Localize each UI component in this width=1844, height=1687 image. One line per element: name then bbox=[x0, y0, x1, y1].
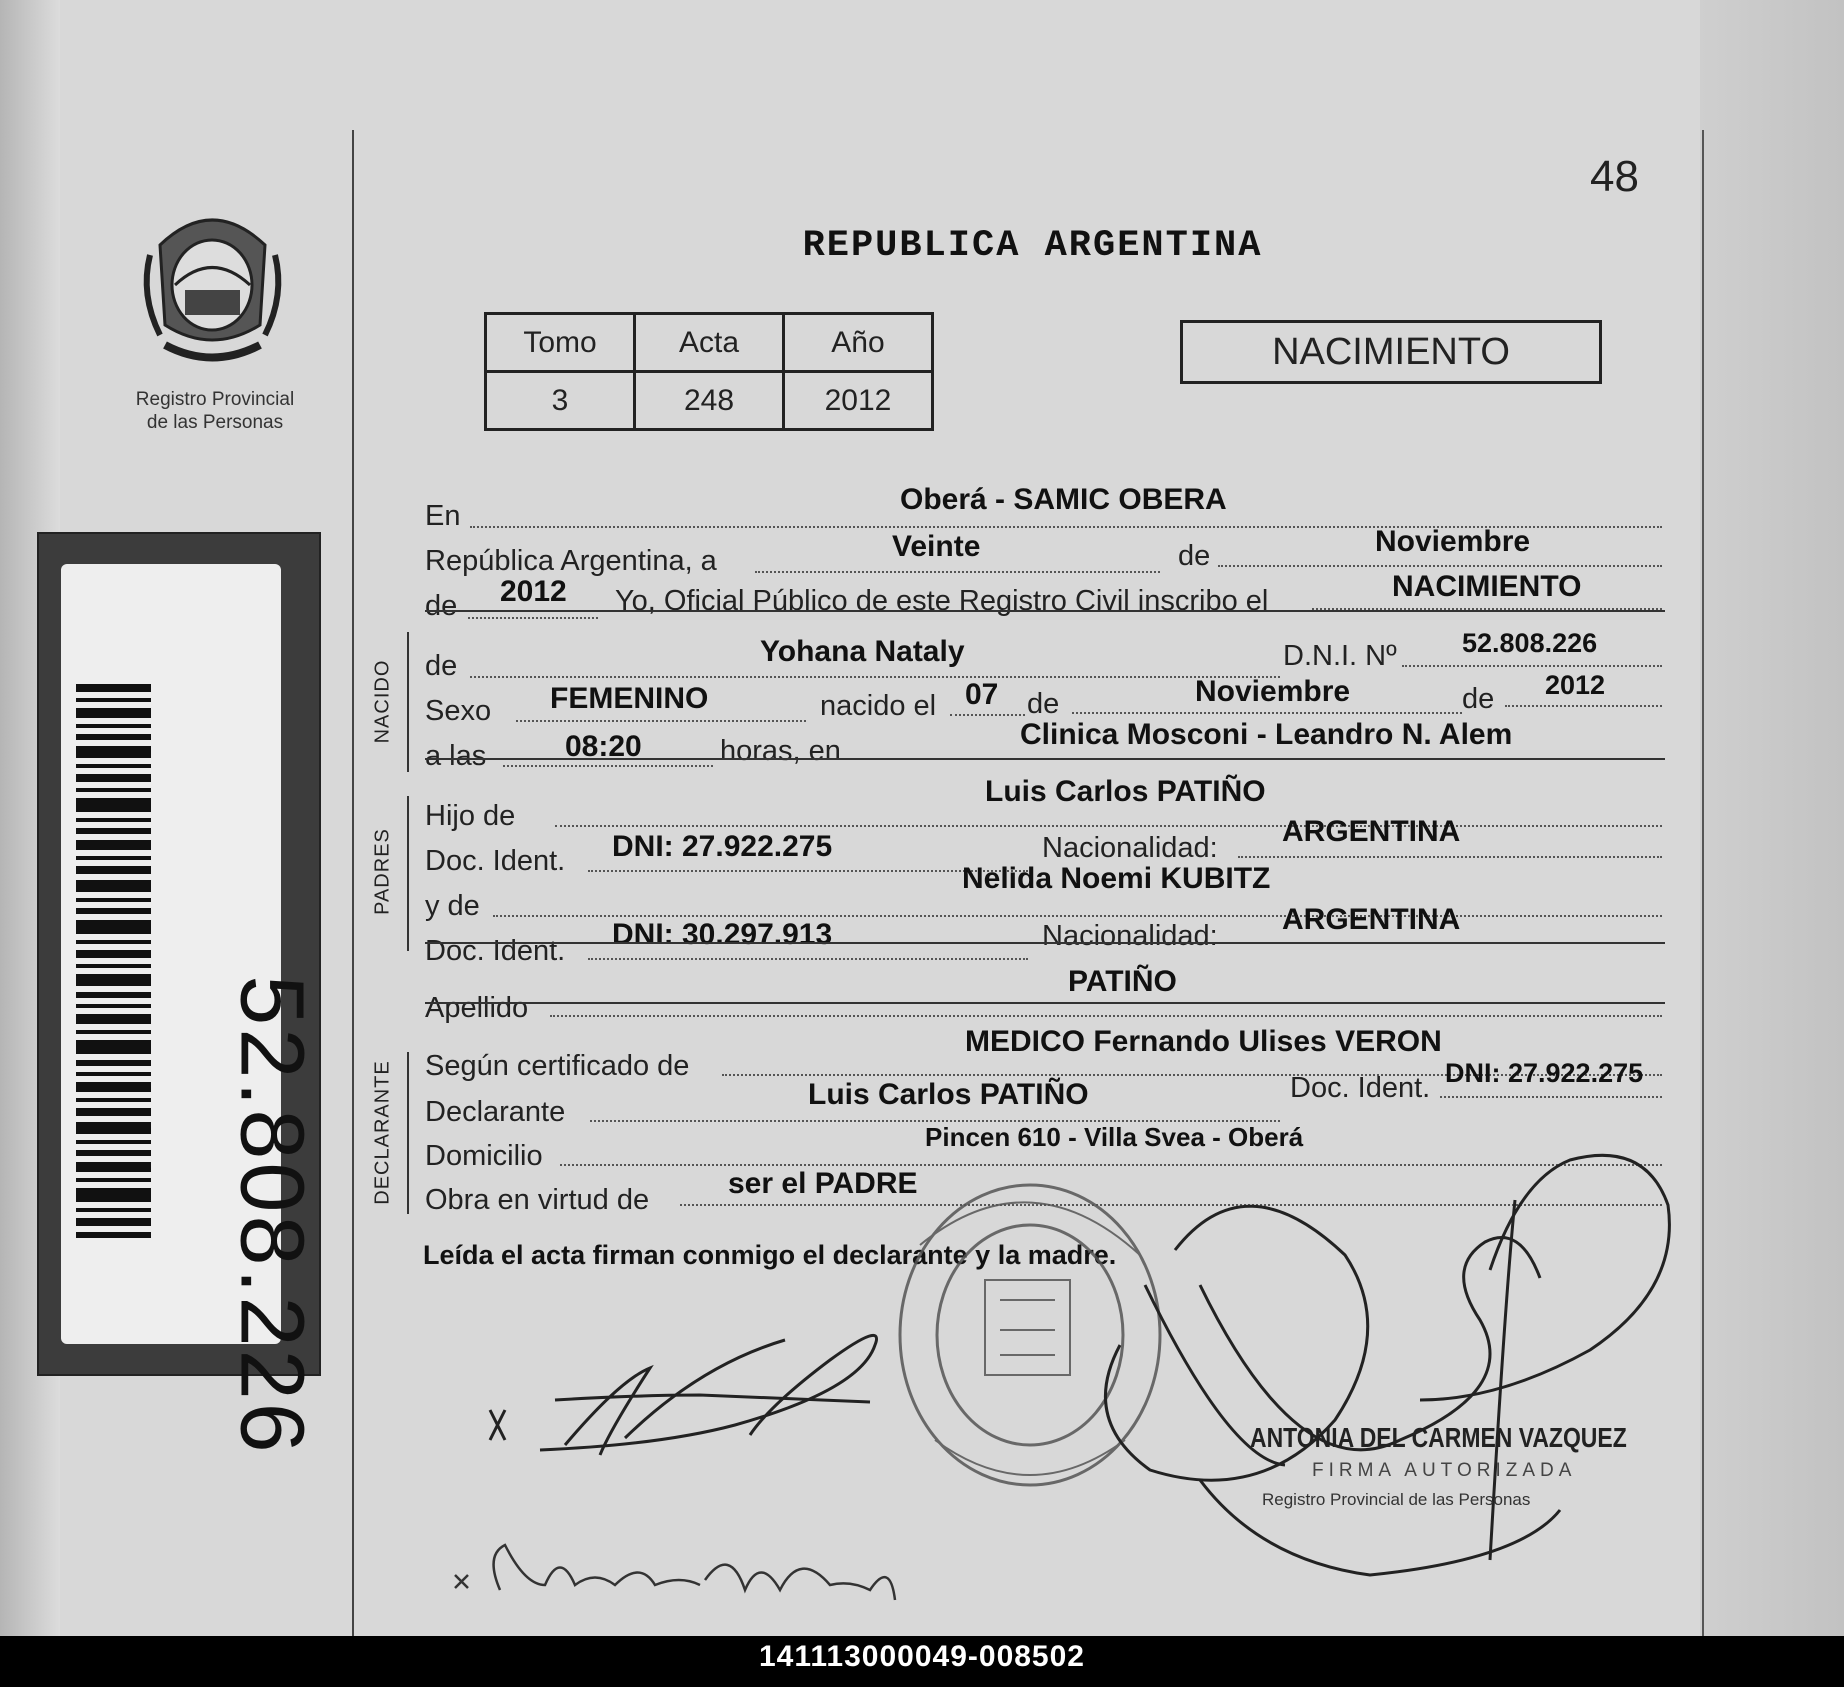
nacido-el-label: nacido el bbox=[820, 690, 937, 722]
de-label: de bbox=[1178, 540, 1211, 572]
province-seal-icon bbox=[140, 205, 285, 365]
nacionalidad-label: Nacionalidad: bbox=[1042, 920, 1218, 952]
domicilio-label: Domicilio bbox=[425, 1140, 543, 1172]
barcode-bars bbox=[76, 684, 151, 1244]
sexo-label: Sexo bbox=[425, 695, 492, 727]
horas-label: horas, en bbox=[720, 735, 841, 767]
birth-day-value: 07 bbox=[965, 678, 999, 711]
authority-role: FIRMA AUTORIZADA bbox=[1312, 1460, 1577, 1481]
header-ano: Año bbox=[784, 314, 933, 372]
nacionalidad-label: Nacionalidad: bbox=[1042, 832, 1218, 864]
closing-statement: Leída el acta firman conmigo el declarante y la madre. bbox=[423, 1240, 1117, 1270]
y-de-label: y de bbox=[425, 890, 480, 922]
section-bracket bbox=[407, 1052, 409, 1214]
value-ano: 2012 bbox=[784, 372, 933, 430]
address-value: Pincen 610 - Villa Svea - Oberá bbox=[925, 1122, 1304, 1152]
mother-name-value: Nelida Noemi KUBITZ bbox=[962, 862, 1271, 895]
authority-registry: Registro Provincial de las Personas bbox=[1262, 1490, 1531, 1509]
header-acta: Acta bbox=[635, 314, 784, 372]
declarant-doc-value: DNI: 27.922.275 bbox=[1445, 1058, 1644, 1088]
father-name-value: Luis Carlos PATIÑO bbox=[985, 775, 1266, 808]
registration-table bbox=[484, 312, 934, 431]
section-divider bbox=[425, 942, 1665, 944]
dotted-line bbox=[470, 676, 1280, 678]
section-bracket bbox=[407, 796, 409, 951]
surname-value: PATIÑO bbox=[1068, 965, 1177, 998]
authority-name: ANTONIA DEL CARMEN VAZQUEZ bbox=[1250, 1422, 1627, 1453]
inscribo-label: Yo, Oficial Público de este Registro Civil inscribo el bbox=[615, 585, 1269, 617]
mother-doc-value: DNI: 30.297.913 bbox=[612, 918, 833, 951]
section-divider bbox=[425, 610, 1665, 612]
mother-nationality-value: ARGENTINA bbox=[1282, 903, 1461, 936]
time-value: 08:20 bbox=[565, 730, 642, 763]
section-bracket bbox=[407, 632, 409, 772]
dotted-line bbox=[950, 714, 1025, 716]
act-type-value: NACIMIENTO bbox=[1392, 570, 1582, 603]
dotted-line bbox=[680, 1204, 1662, 1206]
declarante-label: Declarante bbox=[425, 1096, 566, 1128]
dotted-line bbox=[560, 1164, 1662, 1166]
place-value: Oberá - SAMIC OBERA bbox=[900, 483, 1227, 516]
de-label: de bbox=[1027, 688, 1060, 720]
doc-ident-label: Doc. Ident. bbox=[1290, 1072, 1431, 1104]
section-divider bbox=[425, 758, 1665, 760]
footer-code: 141113000049-008502 bbox=[758, 1640, 1085, 1673]
document-title: REPUBLICA ARGENTINA bbox=[802, 225, 1263, 267]
child-name-value: Yohana Nataly bbox=[760, 635, 965, 668]
dotted-line bbox=[468, 617, 598, 619]
value-tomo: 3 bbox=[486, 372, 635, 430]
father-nationality-value: ARGENTINA bbox=[1282, 815, 1461, 848]
barcode-sticker: 52.808.226 bbox=[61, 564, 281, 1344]
apellido-label: Apellido bbox=[425, 992, 529, 1024]
obra-en-virtud-label: Obra en virtud de bbox=[425, 1184, 650, 1216]
dotted-line bbox=[1440, 1096, 1662, 1098]
dotted-line bbox=[588, 958, 1028, 960]
dotted-line bbox=[503, 765, 713, 767]
document-page: Registro Provincial de las Personas 52.808.226 48 REPUBLICA ARGENTINA Tomo Acta Año 3 248 2012 NACIMIENTO En Oberá - SAMIC OBERA República Argentina, a Veinte de Noviembre de 2012 Yo, Oficial Público de este Registro Civil inscribo el NACIMIENTO NACIDO de Yohana Nataly D.N.I. Nº 52.808.226 Sexo FEMENINO nacido el 07 de Noviembre de 2012 a las 08:20 horas, en Clinica Mosconi - Leandro N. Alem PADRES Hijo de Luis Carlos PATIÑO Doc. Ident. DNI: 27.922.275 Nacionalidad: ARGENTINA y de Nelida Noemi KUBITZ Doc. Ident. DNI: 30.297.913 Nacionalidad: ARGENTINA Apellido PATIÑO DECLARANTE Según certificado de MEDICO Fernando Ulises VERON Declarante Luis Carlos PATIÑO Doc. Ident. DNI: 27.922.275 Domicilio Pincen 610 - Villa Svea - Oberá Obra en virtud de ser el PADRE Leída el acta firman conmigo el declarante y la madre. ANTONIA DEL CARMEN VAZQUEZ FIRMA AUTORIZADA Registro Provincial de las Personas bbox=[0, 0, 1844, 1636]
declarant-name-value: Luis Carlos PATIÑO bbox=[808, 1078, 1089, 1111]
dotted-line bbox=[1072, 712, 1462, 714]
dotted-line bbox=[755, 571, 1160, 573]
birth-year-value: 2012 bbox=[1545, 670, 1606, 700]
dotted-line bbox=[555, 825, 1662, 827]
document-type-box: NACIMIENTO bbox=[1180, 320, 1602, 384]
child-dni-value: 52.808.226 bbox=[1462, 628, 1598, 658]
page-number: 48 bbox=[1590, 152, 1639, 201]
dotted-line bbox=[1218, 565, 1662, 567]
day-value: Veinte bbox=[892, 530, 981, 563]
page-edge bbox=[1700, 0, 1844, 1636]
dotted-line bbox=[1402, 665, 1662, 667]
header-tomo: Tomo bbox=[486, 314, 635, 372]
nacido-de-label: de bbox=[425, 650, 458, 682]
doc-ident-label: Doc. Ident. bbox=[425, 845, 566, 877]
dotted-line bbox=[493, 915, 1662, 917]
en-label: En bbox=[425, 500, 461, 532]
segun-certificado-label: Según certificado de bbox=[425, 1050, 690, 1082]
doc-ident-label: Doc. Ident. bbox=[425, 935, 566, 967]
de-label: de bbox=[425, 590, 458, 622]
birth-month-value: Noviembre bbox=[1195, 675, 1351, 708]
birth-place-value: Clinica Mosconi - Leandro N. Alem bbox=[1020, 718, 1513, 751]
father-doc-value: DNI: 27.922.275 bbox=[612, 830, 833, 863]
year-value: 2012 bbox=[500, 575, 567, 608]
hijo-de-label: Hijo de bbox=[425, 800, 516, 832]
dotted-line bbox=[516, 720, 806, 722]
dotted-line bbox=[1505, 705, 1662, 707]
republica-label: República Argentina, a bbox=[425, 545, 717, 577]
reason-value: ser el PADRE bbox=[728, 1167, 918, 1200]
alas-label: a las bbox=[425, 740, 487, 772]
certificate-value: MEDICO Fernando Ulises VERON bbox=[965, 1025, 1442, 1058]
de-label: de bbox=[1462, 683, 1495, 715]
barcode-label bbox=[37, 532, 322, 1456]
month-value: Noviembre bbox=[1375, 525, 1531, 558]
section-divider bbox=[425, 1002, 1665, 1004]
registry-caption: Registro Provincial de las Personas bbox=[135, 389, 295, 433]
dotted-line bbox=[1238, 856, 1662, 858]
dni-label: D.N.I. Nº bbox=[1283, 640, 1397, 672]
value-acta: 248 bbox=[635, 372, 784, 430]
sex-value: FEMENINO bbox=[550, 682, 709, 715]
dotted-line bbox=[550, 1015, 1662, 1017]
